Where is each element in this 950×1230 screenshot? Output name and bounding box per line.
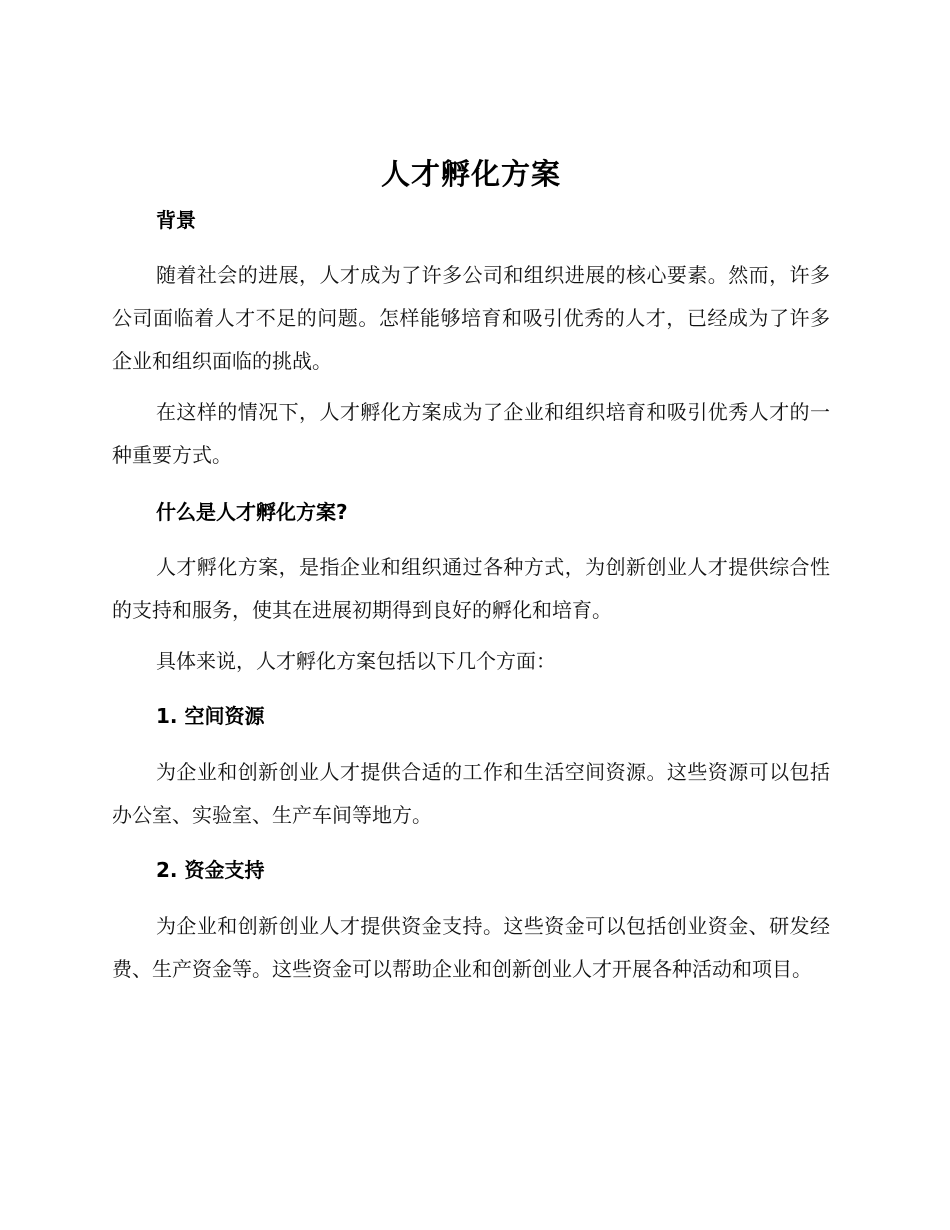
document-body (112, 148, 830, 991)
document-title: 人才孵化方案 (380, 157, 561, 191)
section-heading-what-is: 什么是人才孵化方案? (156, 500, 348, 524)
section-heading-funding-support: 2. 资金支持 (156, 858, 265, 882)
paragraph-funding-support: 为企业和创新创业人才提供资金支持。这些资金可以包括创业资金、研发经费、生产资金等。这些资金可以帮助企业和创新创业人才开展各种活动和项目。 (112, 914, 830, 981)
section-heading-space-resources: 1. 空间资源 (156, 704, 265, 728)
section-heading-background: 背景 (156, 208, 196, 232)
paragraph-aspects-intro: 具体来说，人才孵化方案包括以下几个方面： (156, 649, 556, 673)
paragraph-definition: 人才孵化方案，是指企业和组织通过各种方式，为创新创业人才提供综合性的支持和服务，使其在进展初期得到良好的孵化和培育。 (112, 555, 830, 622)
paragraph-background-1: 随着社会的进展，人才成为了许多公司和组织进展的核心要素。然而，许多公司面临着人才不足的问题。怎样能够培育和吸引优秀的人才，已经成为了许多企业和组织面临的挑战。 (112, 263, 830, 373)
paragraph-background-2: 在这样的情况下，人才孵化方案成为了企业和组织培育和吸引优秀人才的一种重要方式。 (112, 400, 830, 467)
paragraph-space-resources: 为企业和创新创业人才提供合适的工作和生活空间资源。这些资源可以包括办公室、实验室、生产车间等地方。 (112, 760, 830, 827)
